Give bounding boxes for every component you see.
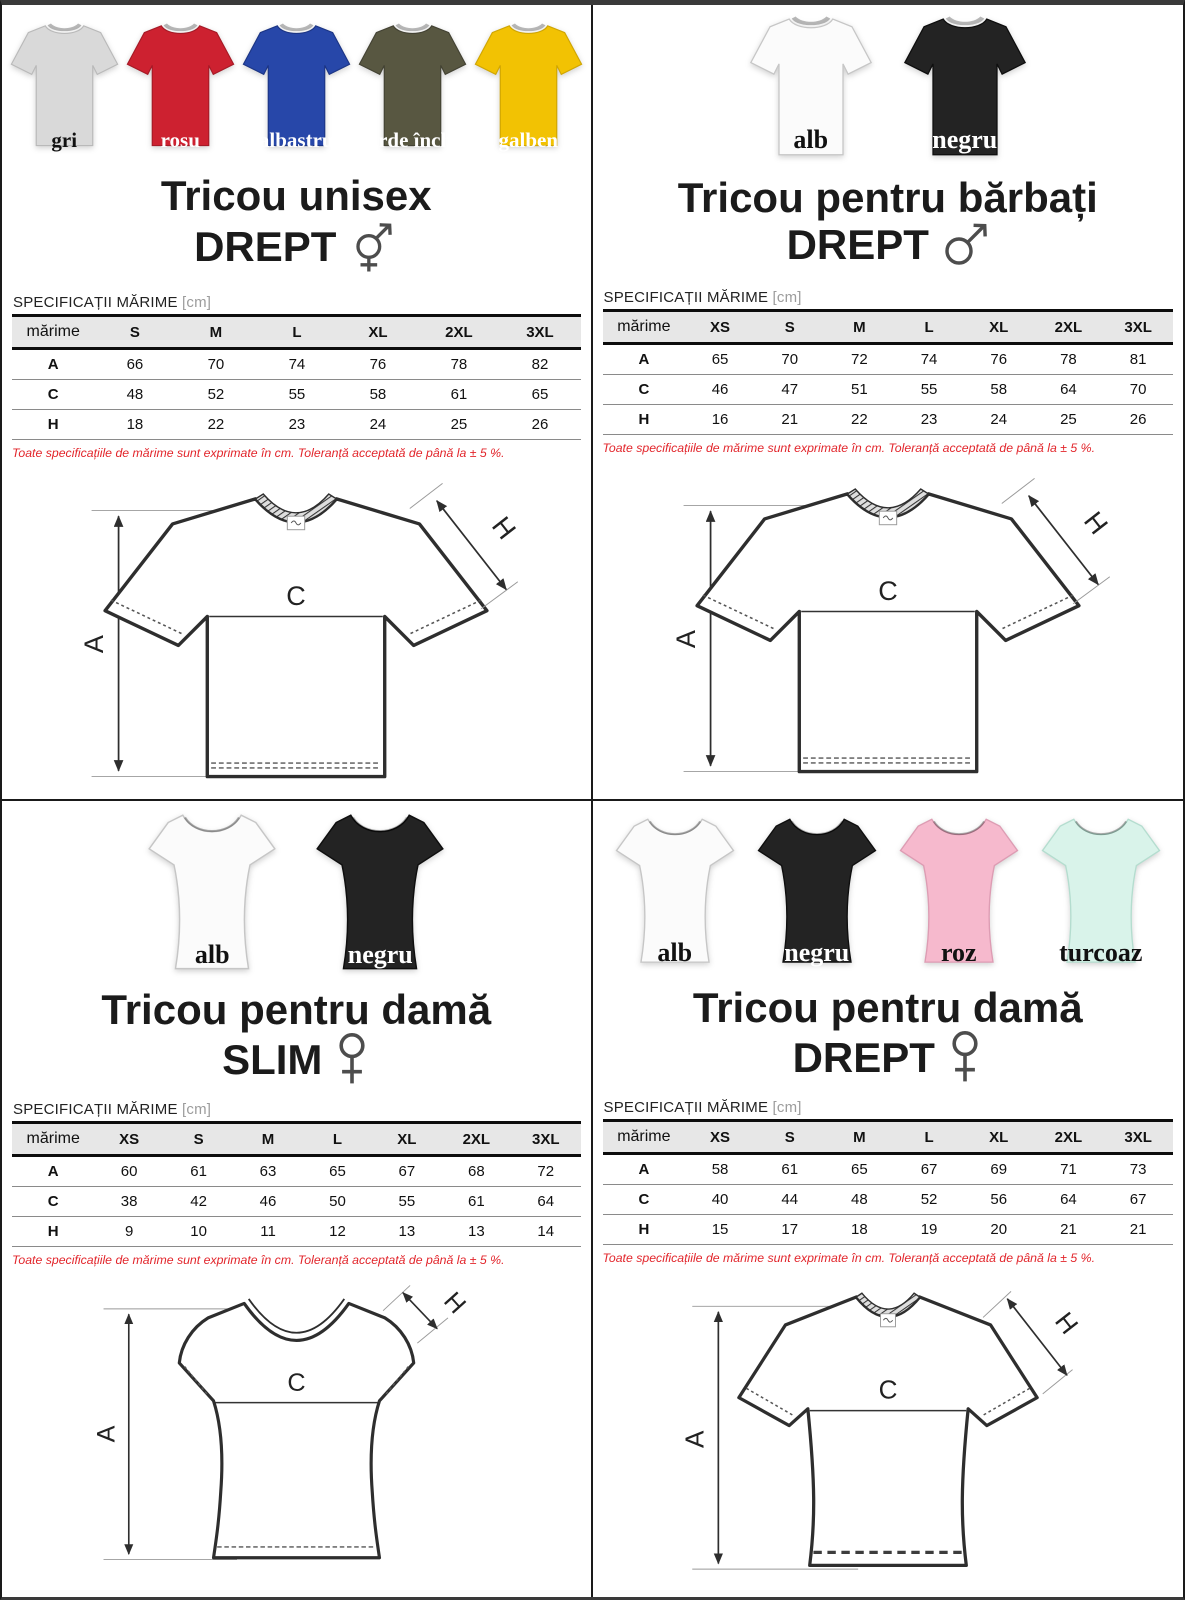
svg-text:H: H: [486, 511, 522, 546]
shirt-gri: [8, 9, 121, 159]
measure-value: 42: [190, 1193, 207, 1211]
product-title: Tricou pentru damă: [101, 986, 492, 1033]
svg-text:C: C: [878, 576, 898, 607]
measure-value: 13: [467, 1223, 485, 1241]
measure-value: 74: [920, 351, 938, 369]
size-header-m: M: [853, 1128, 866, 1146]
size-header-3xl: 3XL: [532, 1130, 560, 1148]
measure-value: 21: [1129, 1221, 1147, 1239]
size-header-xs: XS: [710, 318, 731, 336]
measure-value: 21: [1060, 1221, 1077, 1239]
measure-label: A: [638, 1161, 650, 1179]
size-spec-table: [12, 1121, 581, 1247]
size-header-xs: XS: [710, 1128, 731, 1146]
size-header-s: S: [129, 323, 140, 341]
measure-value: 66: [126, 356, 144, 374]
size-header-xl: XL: [397, 1130, 417, 1148]
measure-value: 38: [120, 1193, 138, 1211]
spec-heading: SPECIFICAȚII MĂRIME [cm]: [603, 289, 802, 307]
measure-value: 61: [467, 1193, 485, 1211]
measure-value: 67: [1129, 1191, 1147, 1209]
table-header-row: [12, 1123, 581, 1156]
measure-row-c: [603, 375, 1174, 405]
svg-text:C: C: [878, 1374, 898, 1405]
product-subtitle: [678, 221, 1098, 269]
shirt-color-row: [747, 9, 1029, 161]
size-header-s: S: [784, 318, 795, 336]
measure-row-c: [12, 380, 581, 410]
measure-value: 46: [711, 381, 729, 399]
product-title: Tricou unisex: [160, 172, 432, 219]
measure-value: 58: [711, 1161, 729, 1179]
spec-block: [593, 289, 1184, 435]
shirt-alb: [747, 9, 875, 161]
svg-text:A: A: [679, 1430, 710, 1449]
measure-value: 55: [288, 386, 306, 404]
female-icon: [947, 1031, 983, 1085]
svg-text:A: A: [79, 635, 110, 654]
shirt-color-label: negru: [784, 938, 850, 968]
size-header-2xl: 2XL: [1054, 318, 1083, 336]
svg-text:C: C: [287, 1369, 306, 1398]
measure-row-c: [12, 1187, 581, 1217]
size-header-m: M: [261, 1130, 275, 1148]
measure-value: 58: [990, 381, 1008, 399]
cut-label: DREPT: [194, 222, 337, 270]
measure-value: 26: [1129, 411, 1147, 429]
measure-value: 56: [990, 1191, 1008, 1209]
title-block: [161, 173, 432, 274]
measure-value: 23: [920, 411, 938, 429]
measure-value: 22: [207, 416, 225, 434]
shirt-color-row: [8, 9, 585, 159]
panel-tricou-dama-slim: [2, 801, 593, 1597]
measure-value: 13: [398, 1223, 416, 1241]
shirt-color-label: alb: [194, 940, 230, 970]
size-spec-table: [603, 309, 1174, 435]
size-header-xl: XL: [989, 1128, 1009, 1146]
shirt-verde-închis: [356, 9, 469, 159]
measure-label: C: [638, 1191, 650, 1209]
shirt-turcoaz: [1033, 805, 1169, 971]
measure-value: 64: [1060, 381, 1077, 399]
shirt-negru: [901, 9, 1029, 161]
title-block: [101, 987, 491, 1087]
measure-value: 67: [398, 1163, 416, 1181]
product-subtitle: [101, 1033, 491, 1087]
measure-value: 11: [260, 1223, 276, 1241]
measure-value: 82: [531, 356, 549, 374]
measure-value: 70: [1129, 381, 1147, 399]
shirt-roz: [891, 805, 1027, 971]
spec-unit: [cm]: [182, 1101, 212, 1119]
shirt-color-row: [138, 805, 454, 973]
measure-value: 10: [190, 1223, 207, 1241]
measure-value: 63: [259, 1163, 277, 1181]
panel-tricou-unisex-drept: [2, 5, 593, 801]
size-header-2xl: 2XL: [445, 323, 473, 341]
shirt-negru: [306, 805, 454, 973]
tolerance-note: Toate specificațiile de mărime sunt exprimate în cm. Toleranță acceptată de până la ± 5 %.: [602, 441, 1096, 456]
measure-row-a: [12, 349, 581, 380]
shirt-color-label: verde închis: [358, 127, 467, 152]
measure-row-c: [603, 1185, 1174, 1215]
measure-value: 67: [920, 1161, 938, 1179]
shirt-color-label: albastru: [258, 127, 334, 152]
measure-value: 58: [369, 386, 387, 404]
size-header-xl: XL: [989, 318, 1009, 336]
measure-value: 81: [1129, 351, 1147, 369]
measure-value: 72: [537, 1163, 555, 1181]
measure-value: 72: [851, 351, 868, 369]
size-spec-table: [12, 314, 581, 440]
svg-text:H: H: [1077, 506, 1114, 541]
cut-label: DREPT: [792, 1034, 935, 1082]
female-icon: [334, 1033, 370, 1087]
measure-value: 64: [537, 1193, 555, 1211]
measure-value: 76: [369, 356, 387, 374]
size-column-label: mărime: [617, 318, 671, 336]
tolerance-note: Toate specificațiile de mărime sunt exprimate în cm. Toleranță acceptată de până la ± 5 %.: [12, 446, 505, 461]
measure-value: 25: [1060, 411, 1077, 429]
svg-text:C: C: [286, 581, 306, 612]
measure-label: A: [47, 1163, 59, 1181]
product-title: Tricou pentru bărbați: [677, 174, 1098, 221]
svg-text:A: A: [670, 630, 701, 649]
measure-value: 70: [207, 356, 225, 374]
panel-tricou-dama-drept: [593, 801, 1184, 1597]
spec-heading: SPECIFICAȚII MĂRIME [cm]: [603, 1099, 802, 1117]
measure-row-a: [603, 1154, 1174, 1185]
measure-value: 22: [851, 411, 868, 429]
measure-value: 19: [920, 1221, 938, 1239]
size-header-2xl: 2XL: [1054, 1128, 1083, 1146]
measure-label: C: [47, 1193, 59, 1211]
measure-row-a: [12, 1156, 581, 1187]
measure-value: 50: [329, 1193, 346, 1211]
measure-label: H: [638, 411, 650, 429]
panel-tricou-barbati-drept: [593, 5, 1184, 801]
measure-value: 71: [1060, 1161, 1077, 1179]
measure-value: 51: [851, 381, 868, 399]
shirt-alb: [607, 805, 743, 971]
measure-row-h: [12, 410, 581, 440]
shirt-galben: [472, 9, 585, 159]
shirt-color-label: negru: [932, 125, 998, 155]
measure-value: 20: [990, 1221, 1008, 1239]
measure-value: 18: [851, 1221, 868, 1239]
measure-value: 40: [711, 1191, 729, 1209]
measure-value: 17: [781, 1221, 799, 1239]
shirt-color-label: alb: [793, 125, 829, 155]
measure-value: 65: [531, 386, 549, 404]
measure-value: 78: [1060, 351, 1077, 369]
measure-value: 76: [990, 351, 1008, 369]
measure-value: 44: [781, 1191, 799, 1209]
spec-heading: SPECIFICAȚII MĂRIME [cm]: [13, 294, 212, 312]
measure-value: 12: [329, 1223, 346, 1241]
measure-label: A: [47, 356, 59, 374]
measure-value: 23: [288, 416, 306, 434]
measure-value: 52: [207, 386, 225, 404]
size-header-m: M: [209, 323, 223, 341]
size-header-3xl: 3XL: [1124, 318, 1152, 336]
title-block: [678, 175, 1098, 269]
measure-value: 74: [288, 356, 306, 374]
measure-value: 47: [781, 381, 799, 399]
size-header-l: L: [924, 1128, 934, 1146]
measure-value: 26: [531, 416, 549, 434]
svg-text:H: H: [1048, 1306, 1085, 1340]
tolerance-note: Toate specificațiile de mărime sunt exprimate în cm. Toleranță acceptată de până la ± 5 %.: [12, 1253, 505, 1268]
product-subtitle: [693, 1031, 1083, 1085]
male-icon: [941, 221, 989, 269]
size-header-l: L: [924, 318, 934, 336]
measure-value: 61: [450, 386, 468, 404]
measurement-diagram-slim: [44, 1271, 549, 1578]
spec-unit: [cm]: [182, 294, 212, 312]
table-header-row: [12, 316, 581, 349]
shirt-albastru: [240, 9, 353, 159]
table-header-row: [603, 311, 1174, 344]
measure-label: A: [638, 351, 650, 369]
measure-label: C: [638, 381, 650, 399]
size-column-label: mărime: [617, 1128, 671, 1146]
shirt-color-label: negru: [347, 940, 413, 970]
measurement-diagram-fitted: [627, 1269, 1149, 1586]
measure-label: C: [47, 386, 59, 404]
cut-label: DREPT: [786, 221, 929, 269]
shirt-color-label: rosu: [160, 127, 200, 152]
measurement-diagram-straight: [26, 468, 566, 791]
measure-value: 16: [711, 411, 729, 429]
size-column-label: mărime: [26, 323, 80, 341]
shirt-color-label: galben: [498, 127, 558, 152]
title-block: [693, 985, 1083, 1085]
size-header-s: S: [784, 1128, 795, 1146]
shirt-negru: [749, 805, 885, 971]
measure-value: 55: [398, 1193, 416, 1211]
measure-value: 25: [450, 416, 468, 434]
spec-heading: SPECIFICAȚII MĂRIME [cm]: [13, 1101, 212, 1119]
spec-block: [593, 1099, 1184, 1245]
measure-value: 65: [329, 1163, 346, 1181]
measure-value: 64: [1060, 1191, 1077, 1209]
shirt-rosu: [124, 9, 237, 159]
measure-value: 48: [126, 386, 144, 404]
svg-text:H: H: [437, 1287, 471, 1320]
measure-value: 24: [369, 416, 387, 434]
size-header-l: L: [292, 323, 302, 341]
measure-value: 73: [1129, 1161, 1147, 1179]
size-spec-table: [603, 1119, 1174, 1245]
size-header-3xl: 3XL: [526, 323, 554, 341]
measure-value: 15: [711, 1221, 729, 1239]
shirt-color-label: alb: [657, 938, 693, 968]
size-header-s: S: [193, 1130, 204, 1148]
product-title: Tricou pentru damă: [692, 984, 1083, 1031]
shirt-color-label: gri: [51, 127, 78, 152]
size-header-l: L: [332, 1130, 343, 1148]
measure-value: 48: [851, 1191, 868, 1209]
spec-block: [2, 1101, 591, 1247]
tolerance-note: Toate specificațiile de mărime sunt exprimate în cm. Toleranță acceptată de până la ± 5 %.: [602, 1251, 1096, 1266]
measure-value: 61: [190, 1163, 207, 1181]
spec-unit: [cm]: [772, 1099, 802, 1117]
measure-label: H: [47, 1223, 59, 1241]
measure-value: 70: [781, 351, 799, 369]
size-header-m: M: [853, 318, 866, 336]
measure-row-h: [12, 1217, 581, 1247]
measure-value: 65: [851, 1161, 868, 1179]
shirt-color-row: [607, 805, 1169, 971]
measure-value: 52: [920, 1191, 938, 1209]
measurement-diagram-straight: [618, 463, 1158, 786]
shirt-alb: [138, 805, 286, 973]
measure-value: 18: [126, 416, 144, 434]
measure-row-h: [603, 405, 1174, 435]
measure-value: 65: [711, 351, 729, 369]
shirt-color-label: turcoaz: [1059, 938, 1143, 968]
measure-value: 69: [990, 1161, 1008, 1179]
measure-row-a: [603, 344, 1174, 375]
measure-value: 14: [537, 1223, 555, 1241]
size-column-label: mărime: [26, 1130, 80, 1148]
measure-value: 78: [450, 356, 468, 374]
size-header-xl: XL: [368, 323, 388, 341]
table-header-row: [603, 1121, 1174, 1154]
svg-text:A: A: [92, 1425, 121, 1443]
spec-unit: [cm]: [772, 289, 802, 307]
measure-label: H: [638, 1221, 650, 1239]
measure-value: 61: [781, 1161, 799, 1179]
measure-value: 9: [124, 1223, 134, 1241]
unisex-icon: [348, 219, 398, 274]
size-header-xs: XS: [119, 1130, 140, 1148]
measure-value: 24: [990, 411, 1008, 429]
size-header-2xl: 2XL: [462, 1130, 491, 1148]
spec-block: [2, 294, 591, 440]
measure-value: 55: [920, 381, 938, 399]
measure-value: 46: [259, 1193, 277, 1211]
measure-value: 21: [781, 411, 799, 429]
measure-label: H: [47, 416, 59, 434]
size-header-3xl: 3XL: [1124, 1128, 1152, 1146]
measure-row-h: [603, 1215, 1174, 1245]
product-subtitle: [161, 219, 432, 274]
cut-label: SLIM: [222, 1036, 323, 1084]
shirt-color-label: roz: [940, 938, 977, 968]
measure-value: 60: [120, 1163, 138, 1181]
measure-value: 68: [467, 1163, 485, 1181]
